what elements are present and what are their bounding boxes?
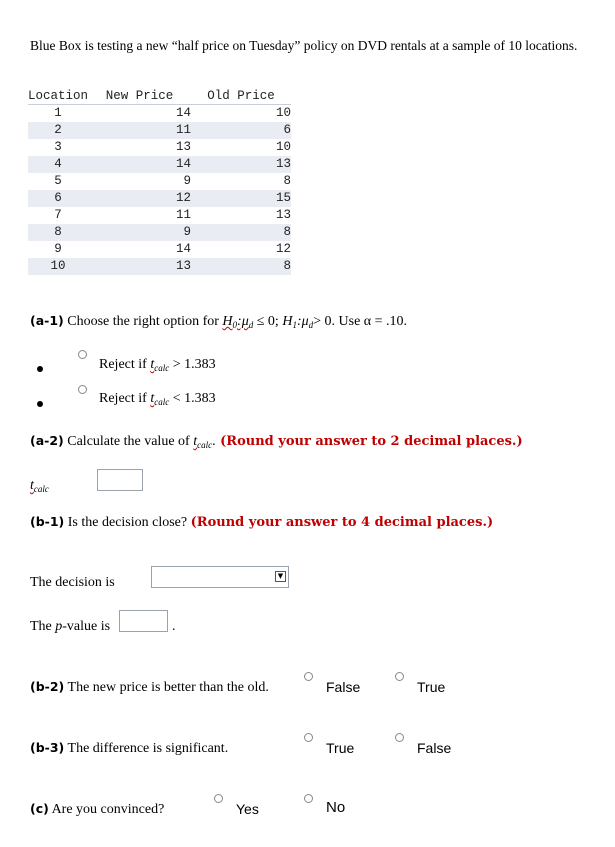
table-row xyxy=(28,241,291,258)
cell-old-price: 6 xyxy=(191,122,291,139)
cell-new-price: 9 xyxy=(183,174,192,188)
column-header-new-price: New Price xyxy=(105,89,174,103)
cell-new-price: 11 xyxy=(176,208,192,222)
table-row xyxy=(28,224,291,241)
question-b2: (b-2) The new price is better than the old. xyxy=(30,679,269,695)
cell-new-price: 13 xyxy=(88,258,191,275)
column-header-location: Location xyxy=(28,89,89,103)
option-reject-less: Reject if $t_{calc} < 1.383$ xyxy=(99,391,216,407)
option-b2-true: True xyxy=(417,679,446,695)
bullet-icon xyxy=(37,366,43,372)
cell-old-price: 12 xyxy=(276,242,292,256)
data-table xyxy=(28,89,291,275)
option-b2-false: False xyxy=(326,679,361,695)
radio-c-yes[interactable] xyxy=(214,794,223,803)
option-b3-false: False xyxy=(417,740,452,756)
cell-location: 4 xyxy=(28,156,88,173)
question-b3: (b-3) The difference is significant. xyxy=(30,740,229,756)
cell-location: 8 xyxy=(28,224,88,241)
question-c: (c) Are you convinced? xyxy=(30,801,165,817)
option-b3-true: True xyxy=(326,740,355,756)
cell-new-price: 14 xyxy=(176,106,192,120)
cell-old-price: 13 xyxy=(191,156,291,173)
table-row xyxy=(28,190,291,207)
option-c-no: No xyxy=(326,799,346,816)
cell-location: 2 xyxy=(28,122,88,139)
table-row xyxy=(28,105,291,123)
cell-new-price: 14 xyxy=(176,242,192,256)
table-row xyxy=(28,156,291,173)
cell-location: 10 xyxy=(28,258,88,275)
tcalc-input[interactable] xyxy=(97,469,143,491)
cell-location: 9 xyxy=(54,242,62,256)
radio-reject-less[interactable] xyxy=(78,385,87,394)
option-reject-greater: Reject if $t_{calc} > 1.383$ xyxy=(99,357,216,373)
bullet-icon xyxy=(37,401,43,407)
question-a1: (a-1) Choose the right option for $H_0:\mu_d \le 0$; $H_1:\mu_d> 0$. Use α = .10. xyxy=(30,313,408,330)
radio-b2-false[interactable] xyxy=(304,672,313,681)
radio-b3-true[interactable] xyxy=(304,733,313,742)
tcalc-label: $t_{calc}$ xyxy=(30,478,49,494)
cell-old-price: 8 xyxy=(283,174,292,188)
radio-reject-greater[interactable] xyxy=(78,350,87,359)
cell-location: 6 xyxy=(28,190,88,207)
cell-location: 7 xyxy=(54,208,62,222)
cell-location: 1 xyxy=(54,106,62,120)
pvalue-input[interactable] xyxy=(119,610,168,632)
table-row xyxy=(28,139,291,156)
table-row xyxy=(28,173,291,190)
question-b1: (b-1) Is the decision close? (Round your answer to 4 decimal places.) xyxy=(30,514,494,530)
option-c-yes: Yes xyxy=(236,801,259,817)
radio-b3-false[interactable] xyxy=(395,733,404,742)
question-a2: (a-2) Calculate the value of $t_{calc}$. (Round your answer to 2 decimal places.) xyxy=(30,433,523,450)
question-b1-label: (b-1) xyxy=(30,514,65,529)
radio-c-no[interactable] xyxy=(304,794,313,803)
question-b2-label: (b-2) xyxy=(30,679,65,694)
cell-old-price: 13 xyxy=(276,208,292,222)
question-b3-label: (b-3) xyxy=(30,740,65,755)
table-row xyxy=(28,122,291,139)
cell-new-price: 14 xyxy=(88,156,191,173)
cell-old-price: 8 xyxy=(191,258,291,275)
question-a2-label: (a-2) xyxy=(30,433,64,448)
cell-old-price: 10 xyxy=(276,106,292,120)
radio-b2-true[interactable] xyxy=(395,672,404,681)
decision-label: The decision is xyxy=(30,575,115,590)
cell-old-price: 15 xyxy=(191,190,291,207)
cell-location: 5 xyxy=(54,174,62,188)
cell-new-price: 9 xyxy=(88,224,191,241)
question-c-label: (c) xyxy=(30,801,49,816)
cell-new-price: 11 xyxy=(88,122,191,139)
pvalue-label: The p-value is xyxy=(30,619,111,634)
problem-intro: Blue Box is testing a new “half price on Tuesday” policy on DVD rentals at a sample of 10 locations. xyxy=(30,38,578,53)
decision-select[interactable] xyxy=(151,566,289,588)
table-row xyxy=(28,258,291,275)
column-header-old-price: Old Price xyxy=(207,89,275,103)
rounding-note: (Round your answer to 2 decimal places.) xyxy=(215,434,523,449)
cell-old-price: 8 xyxy=(191,224,291,241)
table-row xyxy=(28,207,291,224)
pvalue-period: . xyxy=(172,619,176,634)
question-a1-label: (a-1) xyxy=(30,313,64,328)
cell-location: 3 xyxy=(54,140,62,154)
cell-new-price: 12 xyxy=(88,190,191,207)
rounding-note: (Round your answer to 4 decimal places.) xyxy=(190,515,494,530)
chevron-down-icon[interactable]: ▼ xyxy=(275,571,286,582)
cell-old-price: 10 xyxy=(276,140,292,154)
cell-new-price: 13 xyxy=(176,140,192,154)
